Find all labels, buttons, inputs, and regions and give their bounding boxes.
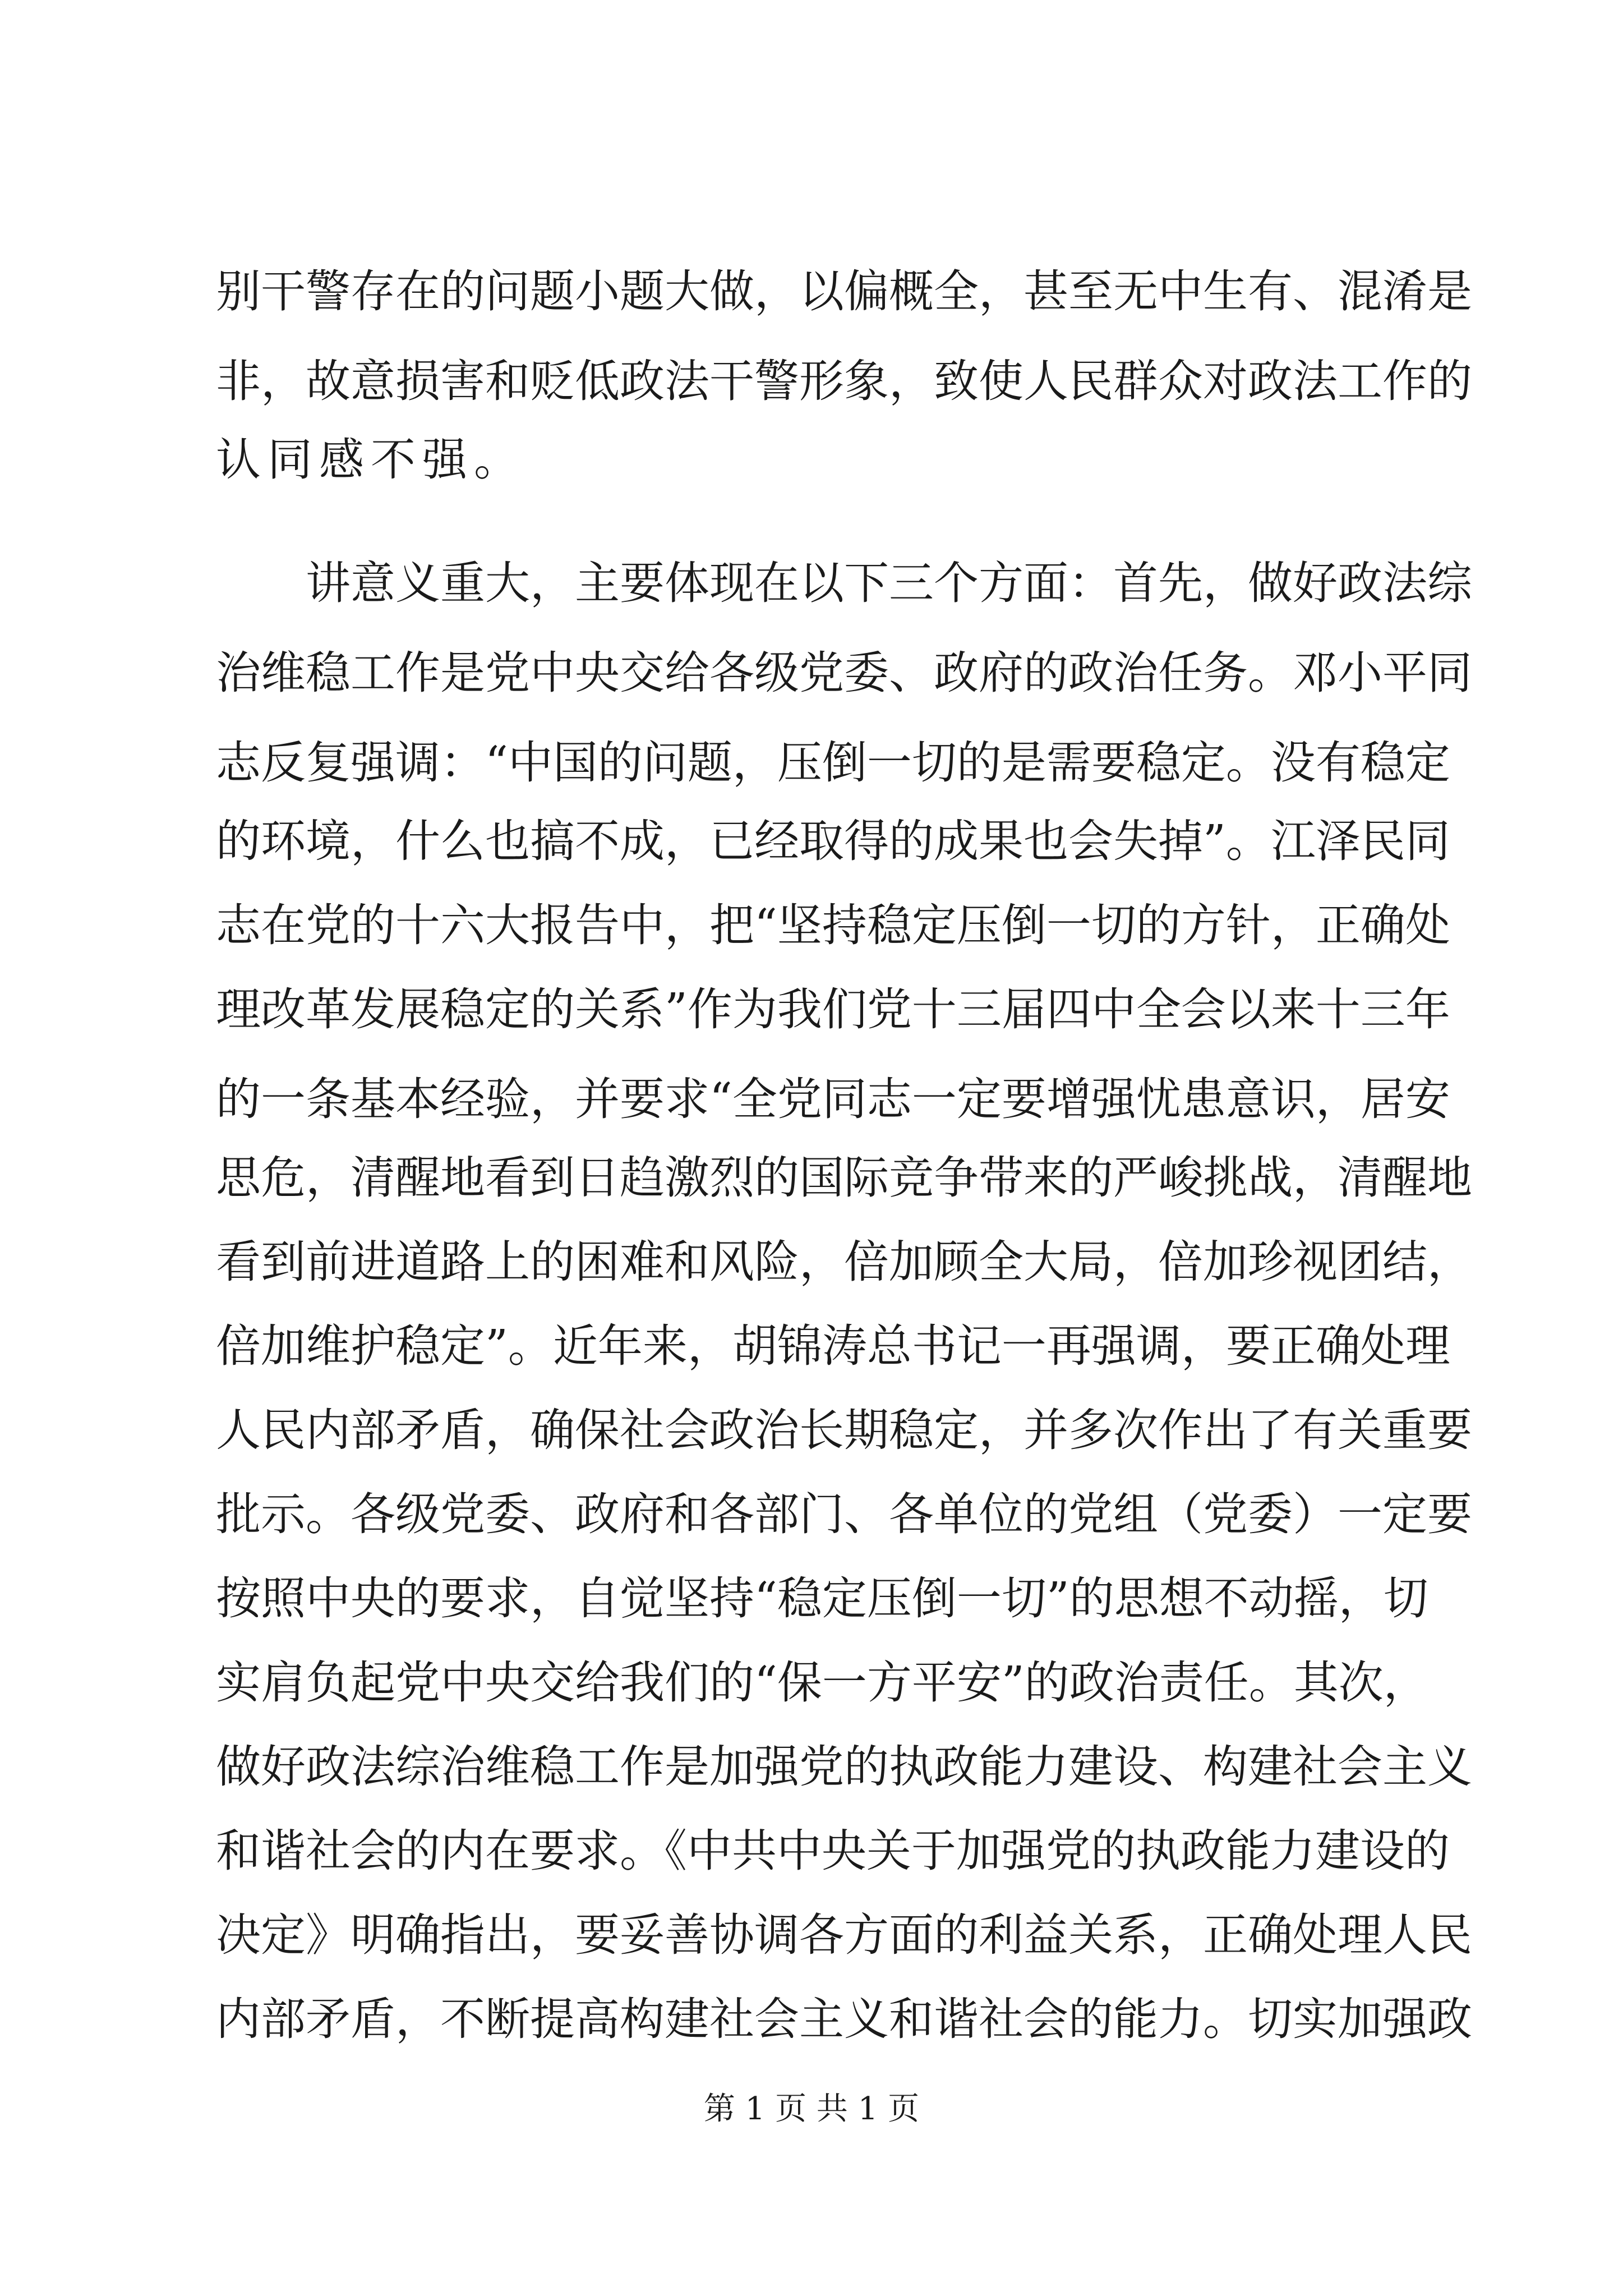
text-line: 批示。各级党委、政府和各部门、各单位的党组（党委）一定要 [216, 1488, 1472, 1540]
text-line: 实肩负起党中央交给我们的“保一方平安”的政治责任。其次， [216, 1657, 1428, 1709]
text-line: 看到前进道路上的困难和风险，倍加顾全大局，倍加珍视团结， [216, 1236, 1472, 1288]
paragraph-first-line: 讲意义重大，主要体现在以下三个方面：首先，做好政法综 [306, 557, 1472, 609]
text-line: 按照中央的要求，自觉坚持“稳定压倒一切”的思想不动摇，切 [216, 1572, 1428, 1625]
text-line: 认同感不强。 [216, 434, 525, 486]
text-line: 思危，清醒地看到日趋激烈的国际竞争带来的严峻挑战，清醒地 [216, 1152, 1472, 1204]
page-number-footer: 第 1 页 共 1 页 [703, 2091, 920, 2127]
text-line: 治维稳工作是党中央交给各级党委、政府的政治任务。邓小平同 [216, 647, 1472, 699]
text-line: 的环境，什么也搞不成，已经取得的成果也会失掉”。江泽民同 [216, 815, 1450, 867]
text-line: 决定》明确指出，要妥善协调各方面的利益关系，正确处理人民 [216, 1909, 1472, 1961]
text-line: 人民内部矛盾，确保社会政治长期稳定，并多次作出了有关重要 [216, 1404, 1472, 1456]
text-line: 志反复强调：“中国的问题，压倒一切的是需要稳定。没有稳定 [216, 737, 1450, 789]
text-line: 非，故意损害和贬低政法干警形象，致使人民群众对政法工作的 [216, 355, 1472, 407]
text-line: 和谐社会的内在要求。《中共中央关于加强党的执政能力建设的 [216, 1825, 1450, 1877]
text-line: 的一条基本经验，并要求“全党同志一定要增强忧患意识，居安 [216, 1073, 1450, 1125]
text-line: 倍加维护稳定”。近年来，胡锦涛总书记一再强调，要正确处理 [216, 1320, 1450, 1372]
text-line: 内部矛盾，不断提高构建社会主义和谐社会的能力。切实加强政 [216, 1993, 1472, 2045]
text-line: 理改革发展稳定的关系”作为我们党十三届四中全会以来十三年 [216, 983, 1450, 1036]
text-line: 志在党的十六大报告中，把“坚持稳定压倒一切的方针，正确处 [216, 899, 1450, 951]
text-line: 别干警存在的问题小题大做，以偏概全，甚至无中生有、混淆是 [216, 265, 1472, 318]
text-line: 做好政法综治维稳工作是加强党的执政能力建设、构建社会主义 [216, 1741, 1472, 1793]
